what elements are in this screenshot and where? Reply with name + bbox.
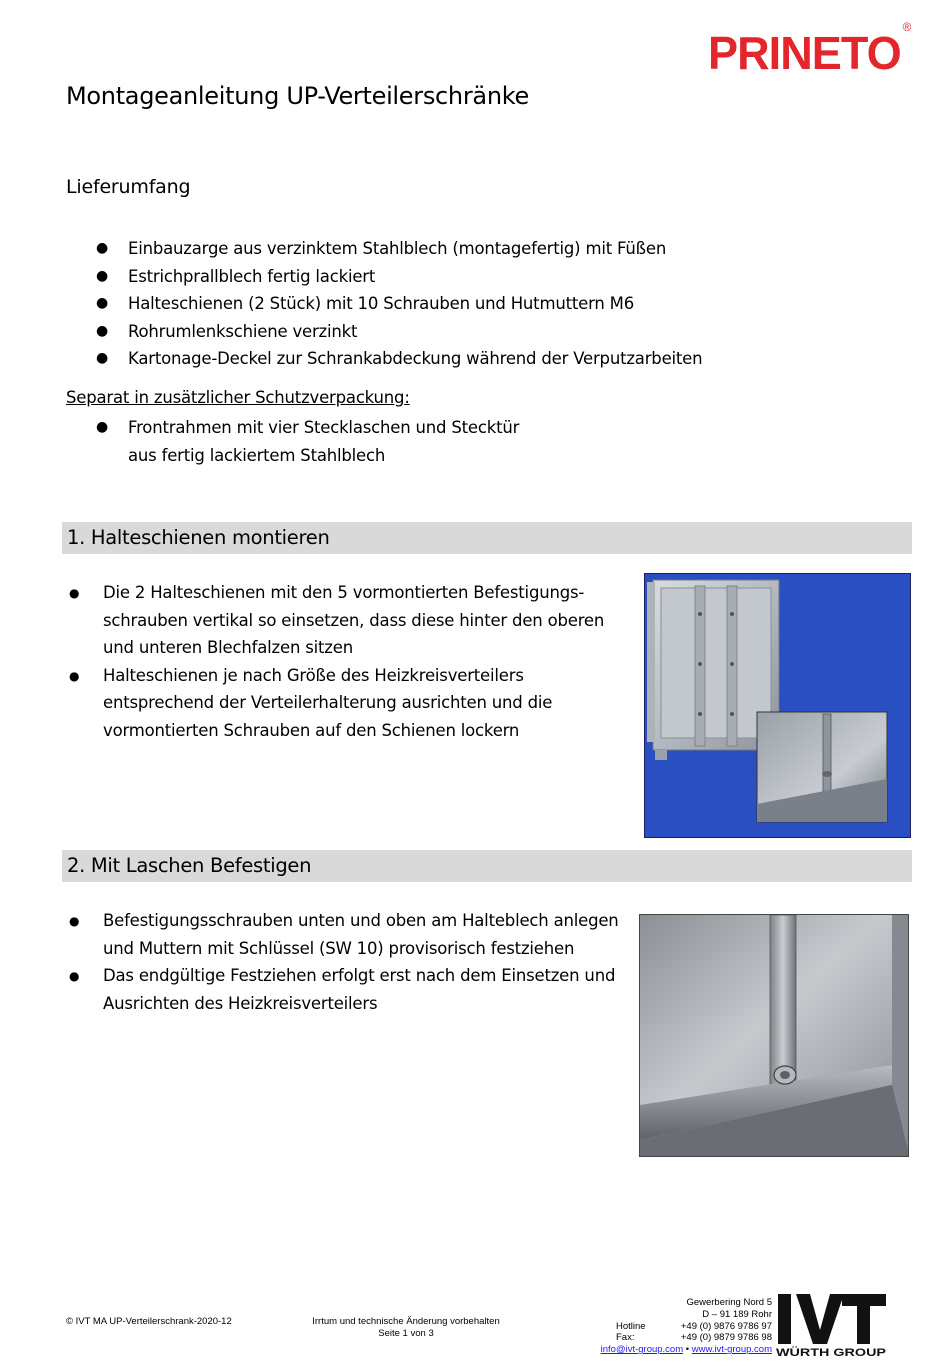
- page-number: Seite 1 von 3: [378, 1328, 434, 1339]
- list-item: ● Frontrahmen mit vier Stecklaschen und Stecktür aus fertig lackiertem Stahlblech: [128, 414, 519, 469]
- bullet-icon: ●: [96, 267, 109, 284]
- bullet-icon: ●: [69, 969, 80, 984]
- hotline-row: Hotline +49 (0) 9876 9786 97: [616, 1320, 772, 1332]
- company-address: [560, 1297, 772, 1356]
- bullet-icon: ●: [96, 419, 109, 435]
- street: Gewerbering Nord 5: [686, 1297, 772, 1308]
- scope-list: [96, 235, 703, 373]
- bullet-icon: ●: [69, 586, 80, 600]
- bullet-icon: ●: [96, 240, 109, 256]
- list-item: ● Halteschienen je nach Größe des Heizkreisverteilers entsprechend der Verteilerhalterung ausrichten und die vormontierten Schrauben auf den Schienen lockern: [103, 662, 628, 745]
- document-id: © IVT MA UP-Verteilerschrank-2020-12: [66, 1316, 232, 1327]
- list-item: ● Kartonage-Deckel zur Schrankabdeckung während der Verputzarbeiten: [128, 345, 702, 373]
- separate-list: [96, 414, 520, 469]
- footer-center: [306, 1316, 506, 1340]
- email-link[interactable]: info@ivt-group.com: [600, 1344, 684, 1356]
- prineto-logo: PRINETO®: [708, 19, 911, 79]
- fax-row: Fax: +49 (0) 9879 9786 98: [616, 1332, 772, 1344]
- section-heading-step2: 2. Mit Laschen Befestigen: [62, 850, 912, 882]
- city: D – 91 189 Rohr: [702, 1308, 772, 1320]
- bullet-icon: ●: [69, 668, 80, 683]
- scope-heading: Lieferumfang: [66, 176, 191, 198]
- mounting-rails-photo: [644, 573, 911, 838]
- list-item: ● Die 2 Halteschienen mit den 5 vormontierten Befestigungs-schrauben vertikal so einsetzen, dass diese hinter den oberen und unteren Blechfalzen sitzen: [103, 579, 628, 662]
- bullet-icon: ●: [96, 295, 109, 312]
- ivt-logo: [776, 1290, 888, 1362]
- contact-links: info@ivt-group.com • www.ivt-group.com: [600, 1344, 772, 1356]
- list-item: ● Halteschienen (2 Stück) mit 10 Schrauben und Hutmuttern M6: [128, 290, 702, 318]
- page-title: Montageanleitung UP-Verteilerschränke: [66, 82, 529, 110]
- disclaimer-text: Irrtum und technische Änderung vorbehalten: [312, 1316, 500, 1327]
- step1-list: [69, 579, 628, 745]
- bullet-icon: ●: [96, 350, 109, 367]
- list-item: ● Das endgültige Festziehen erfolgt erst nach dem Einsetzen und Ausrichten des Heizkreisverteilers: [103, 962, 628, 1017]
- step2-list: [69, 907, 628, 1017]
- bullet-icon: ●: [69, 914, 80, 928]
- group-text: WÜRTH GROUP: [776, 1347, 861, 1359]
- list-item: ● Estrichprallblech fertig lackiert: [128, 263, 702, 291]
- fastening-tabs-photo: [639, 914, 909, 1157]
- bullet-icon: ●: [96, 322, 109, 339]
- separate-packaging-heading: Separat in zusätzlicher Schutzverpackung:: [66, 388, 410, 407]
- list-item: ● Einbauzarge aus verzinktem Stahlblech (montagefertig) mit Füßen: [128, 235, 702, 263]
- section-heading-step1: 1. Halteschienen montieren: [62, 522, 912, 554]
- website-link[interactable]: www.ivt-group.com: [691, 1344, 772, 1356]
- list-item: ● Befestigungsschrauben unten und oben am Halteblech anlegen und Muttern mit Schlüssel (SW 10) provisorisch festziehen: [103, 907, 628, 962]
- list-item: ● Rohrumlenkschiene verzinkt: [128, 318, 702, 346]
